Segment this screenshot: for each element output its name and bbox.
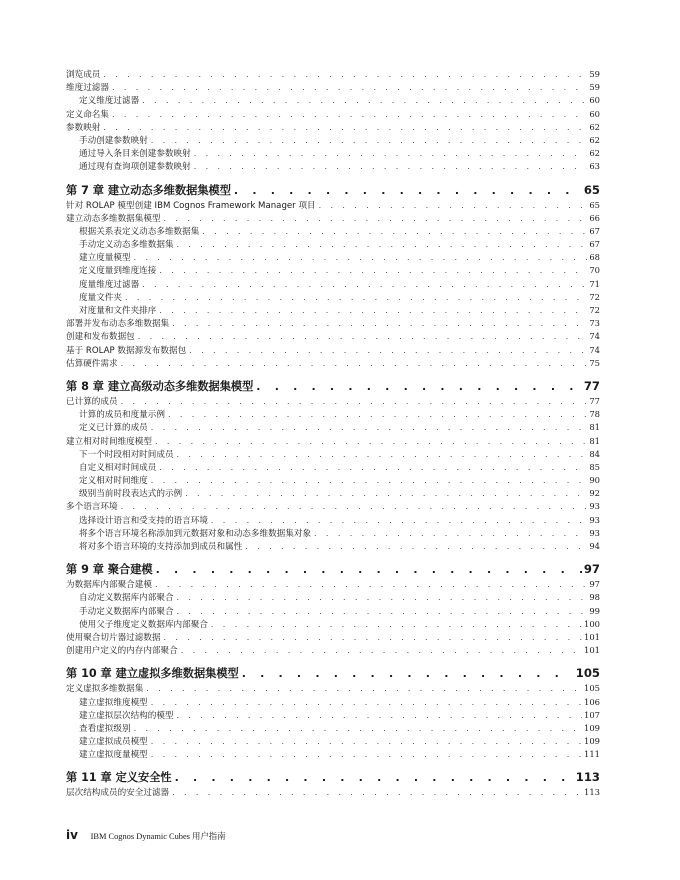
toc-dot-leader	[191, 160, 588, 173]
toc-entry-title: 浏览成员	[66, 70, 101, 80]
toc-dot-leader	[148, 134, 588, 147]
toc-page-number: 109	[584, 722, 600, 733]
toc-section-entry[interactable]	[66, 199, 600, 212]
toc-dot-leader	[169, 317, 587, 330]
toc-subsection-entry[interactable]	[66, 160, 600, 173]
toc-page-number: 73	[589, 318, 600, 329]
toc-page-number: 60	[589, 108, 600, 119]
toc-entry-title: 定义相对时间维度	[79, 476, 148, 487]
toc-entry-title: 建立相对时间维度模型	[66, 436, 152, 447]
toc-entry-title: 第 11 章 定义安全性	[66, 771, 172, 785]
footer-document-title: IBM Cognos Dynamic Cubes 用户指南	[90, 832, 226, 841]
toc-subsection-entry[interactable]	[66, 605, 600, 618]
toc-dot-leader	[182, 487, 587, 500]
toc-dot-leader	[208, 514, 587, 527]
toc-page-number: 92	[589, 488, 600, 499]
toc-entry-title: 下一个时段相对时间成员	[79, 449, 174, 460]
toc-entry-title: 第 10 章 建立虚拟多维数据集模型	[66, 667, 239, 681]
toc-page-number: 78	[589, 409, 600, 420]
toc-dot-leader	[161, 212, 588, 225]
toc-page-number: 93	[589, 501, 600, 512]
toc-dot-leader	[148, 696, 582, 709]
toc-section-entry[interactable]	[66, 317, 600, 330]
toc-section-entry[interactable]	[66, 435, 600, 448]
toc-page-number: 72	[589, 291, 600, 302]
toc-entry-title: 使用父子维度定义数据库内部聚合	[79, 619, 208, 630]
toc-page-number: 105	[584, 683, 600, 694]
toc-entry-title: 估算硬件需求	[66, 358, 118, 369]
toc-chapter-entry[interactable]	[66, 664, 600, 682]
toc-page-number: 107	[584, 709, 600, 720]
toc-dot-leader	[122, 291, 587, 304]
toc-page-number: 100	[584, 618, 600, 629]
toc-dot-leader	[178, 644, 582, 657]
toc-dot-leader	[253, 378, 582, 396]
toc-chapter-entry[interactable]	[66, 560, 600, 578]
toc-entry-title: 定义已计算的成员	[79, 423, 148, 434]
toc-subsection-entry[interactable]	[66, 461, 600, 474]
toc-section-entry[interactable]	[66, 108, 600, 121]
toc-dot-leader	[174, 591, 588, 604]
toc-dot-leader	[174, 605, 588, 618]
toc-dot-leader	[208, 618, 582, 631]
toc-entry-title: 定义命名集	[66, 109, 109, 120]
toc-page-number: 67	[589, 225, 600, 236]
toc-entry-title: 部署并发布动态多维数据集	[66, 319, 170, 330]
toc-subsection-entry[interactable]	[66, 748, 600, 761]
toc-dot-leader	[174, 448, 588, 461]
toc-dot-leader	[242, 540, 587, 553]
toc-dot-leader	[100, 68, 587, 81]
toc-subsection-entry[interactable]	[66, 94, 600, 107]
toc-entry-title: 通过导入条目来创建参数映射	[79, 149, 191, 160]
toc-page-number: 63	[589, 161, 600, 172]
toc-chapter-entry[interactable]	[66, 768, 600, 786]
toc-entry-title: 度量维度过滤器	[79, 279, 140, 290]
toc-page-number: 62	[589, 121, 600, 132]
toc-subsection-entry[interactable]	[66, 722, 600, 735]
toc-dot-leader	[169, 786, 582, 799]
toc-entry-title: 基于 ROLAP 数据源发布数据包	[66, 345, 187, 356]
toc-subsection-entry[interactable]	[66, 225, 600, 238]
toc-page-number: 74	[589, 331, 600, 342]
toc-subsection-entry[interactable]	[66, 448, 600, 461]
toc-entry-title: 多个语言环境	[66, 502, 118, 513]
toc-dot-leader	[143, 682, 582, 695]
toc-entry-title: 手动定义动态多维数据集	[79, 240, 174, 251]
toc-section-entry[interactable]	[66, 81, 600, 94]
toc-entry-title: 建立虚拟度量模型	[79, 750, 148, 761]
toc-entry-title: 选择设计语言和受支持的语言环境	[79, 515, 208, 526]
toc-page-number: 66	[589, 212, 600, 223]
toc-dot-leader	[148, 421, 588, 434]
toc-page-number: 81	[589, 422, 600, 433]
toc-entry-title: 自定义相对时间成员	[79, 462, 157, 473]
toc-dot-leader	[109, 81, 587, 94]
toc-entry-title: 级别当前时段表达式的示例	[79, 489, 183, 500]
toc-page-number: 101	[584, 631, 600, 642]
toc-section-entry[interactable]	[66, 631, 600, 644]
toc-page-number: 93	[589, 514, 600, 525]
toc-dot-leader	[135, 330, 588, 343]
toc-entry-title: 建立度量模型	[79, 253, 131, 264]
toc-dot-leader	[316, 199, 588, 212]
toc-subsection-entry[interactable]	[66, 421, 600, 434]
toc-section-entry[interactable]	[66, 500, 600, 513]
toc-page-number: 113	[584, 787, 600, 798]
toc-subsection-entry[interactable]	[66, 134, 600, 147]
toc-page-number: 65	[589, 199, 600, 210]
toc-page-number: 94	[589, 541, 600, 551]
toc-entry-title: 查看虚拟级别	[79, 723, 131, 734]
toc-dot-leader	[131, 722, 582, 735]
toc-dot-leader	[156, 304, 587, 317]
toc-dot-leader	[109, 108, 587, 121]
toc-subsection-entry[interactable]	[66, 147, 600, 160]
toc-section-entry[interactable]	[66, 395, 600, 408]
toc-dot-leader	[152, 435, 587, 448]
toc-dot-leader	[199, 225, 587, 238]
toc-section-entry[interactable]	[66, 357, 600, 370]
toc-subsection-entry[interactable]	[66, 514, 600, 527]
toc-page-number: 85	[589, 461, 600, 472]
toc-page-number: 113	[575, 770, 600, 785]
toc-section-entry[interactable]	[66, 644, 600, 657]
toc-dot-leader	[152, 578, 587, 591]
toc-page-number: 77	[583, 378, 600, 393]
toc-page-number: 62	[589, 148, 600, 159]
toc-entry-title: 维度过滤器	[66, 83, 109, 94]
toc-subsection-entry[interactable]	[66, 709, 600, 722]
toc-subsection-entry[interactable]	[66, 291, 600, 304]
toc-page-number: 67	[589, 239, 600, 250]
toc-entry-title: 已计算的成员	[66, 396, 118, 407]
toc-dot-leader	[231, 182, 582, 200]
toc-page-number: 109	[584, 736, 600, 747]
toc-dot-leader	[156, 264, 587, 277]
toc-page-number: 105	[575, 666, 600, 681]
toc-page-number: 72	[589, 305, 600, 315]
toc-subsection-entry[interactable]	[66, 408, 600, 421]
toc-page-number: 97	[589, 579, 600, 590]
table-of-contents	[66, 68, 600, 800]
toc-page-number: 77	[589, 395, 600, 406]
toc-entry-title: 层次结构成员的安全过滤器	[66, 788, 170, 799]
toc-entry-title: 定义度量到维度连接	[79, 266, 157, 277]
toc-entry-title: 手动创建参数映射	[79, 135, 148, 146]
toc-dot-leader	[118, 500, 588, 513]
toc-chapter-entry[interactable]	[66, 377, 600, 395]
toc-subsection-entry[interactable]	[66, 264, 600, 277]
toc-page-number: 93	[589, 527, 600, 538]
toc-subsection-entry[interactable]	[66, 540, 600, 553]
toc-page-number: 68	[589, 252, 600, 263]
toc-dot-leader	[148, 748, 582, 761]
page-footer	[66, 828, 226, 842]
toc-entry-title: 度量文件夹	[79, 292, 122, 303]
toc-entry-title: 通过现有查询项创建参数映射	[79, 162, 191, 173]
toc-section-entry[interactable]	[66, 786, 600, 799]
toc-page-number: 106	[584, 696, 600, 707]
toc-subsection-entry[interactable]	[66, 618, 600, 631]
toc-entry-title: 将多个语言环境名称添加到元数据对象和动态多维数据集对象	[79, 528, 312, 539]
toc-page-number: 84	[589, 448, 600, 459]
toc-dot-leader	[118, 357, 588, 370]
toc-subsection-entry[interactable]	[66, 696, 600, 709]
toc-page-number: 60	[589, 95, 600, 106]
toc-dot-leader	[148, 735, 582, 748]
toc-entry-title: 建立虚拟层次结构的模型	[79, 710, 174, 721]
toc-dot-leader	[174, 709, 582, 722]
toc-page-number: 74	[589, 344, 600, 355]
toc-page-number: 59	[589, 82, 600, 93]
toc-section-entry[interactable]	[66, 121, 600, 134]
toc-dot-leader	[191, 147, 588, 160]
toc-page-number: 90	[589, 475, 600, 486]
toc-dot-leader	[100, 121, 587, 134]
toc-page-number: 98	[589, 592, 600, 603]
toc-entry-title: 自动定义数据库内部聚合	[79, 593, 174, 604]
toc-page-number: 101	[584, 645, 600, 656]
toc-dot-leader	[311, 527, 587, 540]
toc-subsection-entry[interactable]	[66, 304, 600, 317]
toc-dot-leader	[139, 278, 587, 291]
toc-entry-title: 建立虚拟维度模型	[79, 697, 148, 708]
toc-section-entry[interactable]	[66, 578, 600, 591]
toc-page-number: 59	[589, 69, 600, 79]
toc-section-entry[interactable]	[66, 682, 600, 695]
toc-subsection-entry[interactable]	[66, 474, 600, 487]
toc-dot-leader	[139, 94, 587, 107]
toc-subsection-entry[interactable]	[66, 735, 600, 748]
toc-section-entry[interactable]	[66, 68, 600, 81]
toc-entry-title: 参数映射	[66, 122, 101, 133]
toc-section-entry[interactable]	[66, 212, 600, 225]
toc-page-number: 65	[583, 182, 600, 197]
toc-entry-title: 第 9 章 聚合建模	[66, 563, 153, 577]
toc-page-number: 75	[589, 357, 600, 368]
toc-page-number: 70	[589, 265, 600, 276]
toc-page-number: 81	[589, 435, 600, 446]
toc-subsection-entry[interactable]	[66, 251, 600, 264]
toc-page-number: 62	[589, 134, 600, 145]
toc-dot-leader	[172, 769, 574, 787]
toc-entry-title: 建立虚拟成员模型	[79, 737, 148, 748]
toc-entry-title: 为数据库内部聚合建模	[66, 580, 152, 591]
toc-entry-title: 对度量和文件夹排序	[79, 306, 157, 316]
toc-dot-leader	[165, 408, 587, 421]
toc-subsection-entry[interactable]	[66, 527, 600, 540]
toc-entry-title: 根据关系表定义动态多维数据集	[79, 226, 200, 237]
toc-subsection-entry[interactable]	[66, 238, 600, 251]
toc-entry-title: 创建用户定义的内存内部聚合	[66, 646, 178, 657]
toc-entry-title: 手动定义数据库内部聚合	[79, 606, 174, 617]
toc-dot-leader	[131, 251, 588, 264]
toc-entry-title: 第 7 章 建立动态多维数据集模型	[66, 183, 231, 197]
toc-section-entry[interactable]	[66, 330, 600, 343]
toc-section-entry[interactable]	[66, 344, 600, 357]
toc-dot-leader	[156, 461, 587, 474]
toc-subsection-entry[interactable]	[66, 278, 600, 291]
toc-dot-leader	[153, 561, 582, 579]
toc-entry-title: 计算的成员和度量示例	[79, 410, 165, 421]
toc-page-number: 97	[583, 562, 600, 577]
toc-page-number: 99	[589, 605, 600, 616]
toc-dot-leader	[148, 474, 588, 487]
toc-subsection-entry[interactable]	[66, 591, 600, 604]
toc-entry-title: 使用聚合切片器过滤数据	[66, 632, 161, 643]
toc-dot-leader	[161, 631, 582, 644]
toc-entry-title: 将对多个语言环境的支持添加到成员和属性	[79, 542, 243, 552]
toc-entry-title: 建立动态多维数据集模型	[66, 213, 161, 224]
toc-entry-title: 第 8 章 建立高级动态多维数据集模型	[66, 379, 254, 393]
toc-dot-leader	[118, 395, 588, 408]
toc-page-number: 71	[589, 278, 600, 289]
toc-dot-leader	[174, 238, 588, 251]
toc-chapter-entry[interactable]	[66, 181, 600, 199]
toc-entry-title: 创建和发布数据包	[66, 332, 135, 343]
toc-entry-title: 定义维度过滤器	[79, 96, 140, 107]
toc-entry-title: 针对 ROLAP 模型创建 IBM Cognos Framework Manager 项目	[66, 200, 316, 211]
toc-dot-leader	[186, 344, 587, 357]
toc-subsection-entry[interactable]	[66, 487, 600, 500]
toc-page-number: 111	[584, 749, 600, 760]
toc-entry-title: 定义虚拟多维数据集	[66, 684, 144, 695]
toc-dot-leader	[239, 665, 574, 683]
footer-page-number: iv	[66, 828, 78, 842]
